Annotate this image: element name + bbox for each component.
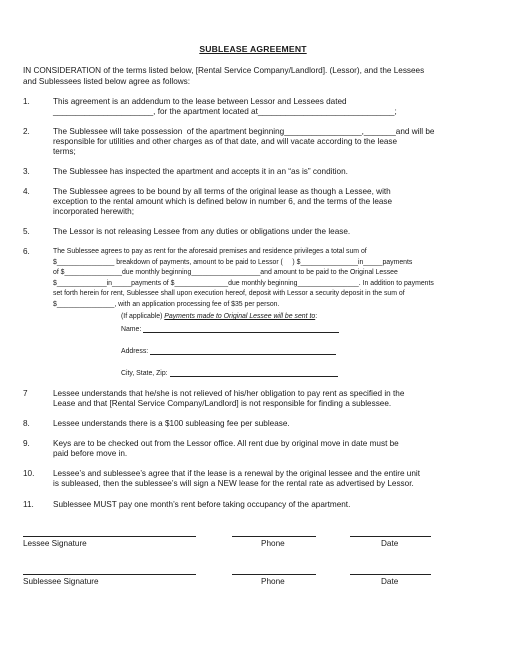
clause-number: 3. [23, 167, 30, 176]
lessee-phone-label: Phone [261, 539, 285, 548]
sublessee-date-line[interactable] [350, 574, 431, 575]
clause-8 [23, 419, 485, 429]
payment-note-suffix: : [315, 313, 318, 320]
field-label: Name: [121, 326, 142, 333]
name-line[interactable] [143, 324, 339, 333]
lessee-date-line[interactable] [350, 536, 431, 537]
clause-text: Lessee’s and sublessee’s agree that if the lease is a renewal by the original lessee and the entire unit is subleased, then the sublessee’s will sign a NEW lease for the rental rate as advertised by Lessor. [53, 469, 421, 489]
clause-number: 1. [23, 97, 30, 106]
document-title: SUBLEASE AGREEMENT [199, 44, 307, 54]
clause-text: Lessee understands there is a $100 subleasing fee per sublease. [53, 419, 290, 428]
clause-10 [23, 469, 485, 489]
payment-city-field [121, 368, 338, 377]
clause-text: The Sublessee will take possession of the apartment beginning_________________,_______and will be responsible for utilities and other charges as of that date, and will vacate according to the lease terms; [53, 127, 435, 157]
intro-paragraph [23, 66, 485, 87]
clause-number: 8. [23, 419, 30, 428]
intro-text: IN CONSIDERATION of the terms listed below, [Rental Service Company/Landlord]. (Lessor), and the Lessees and Sublessees listed below agree as follows: [23, 66, 425, 86]
clause-2 [23, 127, 485, 158]
clause-text: The Sublessee has inspected the apartment and accepts it in an “as is” condition. [53, 167, 348, 176]
clause-number: 5. [23, 227, 30, 236]
clause-number: 4. [23, 187, 30, 196]
clause-7 [23, 389, 485, 409]
payment-note-prefix: (If applicable) [121, 313, 163, 320]
clause-number: 10. [23, 469, 35, 478]
city-state-zip-line[interactable] [170, 368, 338, 377]
clause-number: 2. [23, 127, 30, 136]
sublessee-signature-line[interactable] [23, 574, 196, 575]
lessee-signature-label: Lessee Signature [23, 539, 87, 548]
clause-11 [23, 500, 485, 510]
payment-name-field [121, 324, 339, 333]
clause-number: 7 [23, 389, 28, 398]
lessee-date-label: Date [381, 539, 399, 548]
clause-text: Sublessee MUST pay one month’s rent before taking occupancy of the apartment. [53, 500, 351, 509]
payment-note-heading: Payments made to Original Lessee will be sent to [164, 313, 316, 320]
sublessee-phone-line[interactable] [232, 574, 316, 575]
clause-number: 6. [23, 247, 30, 256]
lessee-phone-line[interactable] [232, 536, 316, 537]
lessee-signature-line[interactable] [23, 536, 196, 537]
clause-number: 9. [23, 439, 30, 448]
clause-text: The Sublessee agrees to be bound by all terms of the original lease as though a Lessee, with exception to the rental amount which is defined below in number 6, and the terms of the lease incorporated herewith; [53, 187, 393, 217]
clause-4 [23, 187, 485, 218]
clause-text: Keys are to be checked out from the Lessor office. All rent due by original move in date must be paid before move in. [53, 439, 399, 459]
clause-1 [23, 97, 485, 117]
clause-text: Lessee understands that he/she is not relieved of his/her obligation to pay rent as specified in the Lease and that [Rental Service Company/Landlord] is not responsible for finding a sublessee. [53, 389, 405, 409]
clause-5 [23, 227, 485, 237]
clause-text: The Sublessee agrees to pay as rent for the aforesaid premises and residence privileges a total sum of $_______________ breakdown of payments, amount to be paid to Lessor ( ) $_______________in_____payments of $_______________due monthly beginning__________________and amount to be paid to the Original Lessee $_____________in_____payments of $______________due monthly beginning________________. In addition to payments set forth herein for rent, Sublessee shall upon execution hereof, deposit with Lessor a security deposit in the sum of $_______________, with an application processing fee of $35 per person. [53, 248, 434, 308]
clause-text: The Lessor is not releasing Lessee from any duties or obligations under the lease. [53, 227, 351, 236]
clause-3 [23, 167, 485, 177]
clause-6 [23, 247, 485, 311]
field-label: City, State, Zip: [121, 370, 168, 377]
field-label: Address: [121, 348, 149, 355]
sublessee-date-label: Date [381, 577, 399, 586]
payment-address-field [121, 346, 336, 355]
sublessee-signature-label: Sublessee Signature [23, 577, 99, 586]
address-line[interactable] [150, 346, 336, 355]
clause-number: 11. [23, 500, 34, 509]
payment-note [121, 312, 317, 322]
sublessee-phone-label: Phone [261, 577, 285, 586]
clause-9 [23, 439, 485, 459]
clause-text: This agreement is an addendum to the lease between Lessor and Lessees dated ______________________, for the apartment located at______________________________; [53, 97, 397, 117]
